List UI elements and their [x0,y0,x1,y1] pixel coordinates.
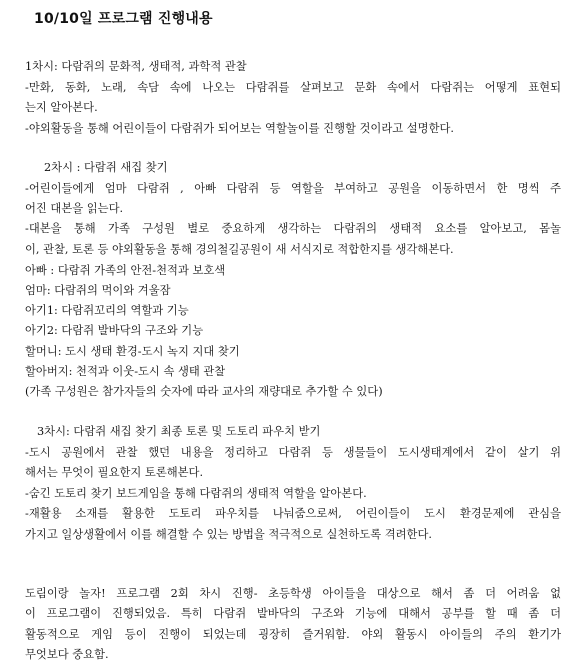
role-line: 아기2: 다람쥐 발바닥의 구조와 기능 [25,324,204,337]
document-title: 10/10일 프로그램 진행내용 [34,11,213,27]
reflection-line: 도림이랑 놀자! 프로그램 2회 차시 진행- 초등학생 아이들을 대상으로 해서 좀 더 어려움 없 [25,587,561,600]
session1-heading: 1차시: 다람쥐의 문화적, 생태적, 과학적 관찰 [25,60,247,73]
reflection-line: 이 프로그램이 진행되었음. 특히 다람쥐 발바닥의 구조와 기능에 대해서 공부를 할 때 좀 더 [25,607,561,620]
session3-line: 해서는 무엇이 필요한지 토론해본다. [25,466,204,479]
session3-line: -재활용 소재를 활용한 도토리 파우치를 나눠줌으로써, 어린이들이 도시 환경문제에 관심을 [25,507,561,520]
session2-line: -대본을 통해 가족 구성원 별로 중요하게 생각하는 다람쥐의 생태적 요소를 알아보고, 몸놀 [25,222,561,235]
session3-line: -도시 공원에서 관찰 했던 내용을 정리하고 다람쥐 등 생물들이 도시생태계에서 같이 살기 위 [25,446,561,459]
reflection-line: 무엇보다 중요함. [25,648,109,661]
session1-line: -야외활동을 통해 어린이들이 다람쥐가 되어보는 역할놀이를 진행할 것이라고 설명한다. [25,122,454,135]
session3-line: -숨긴 도토리 찾기 보드게임을 통해 다람쥐의 생태적 역할을 알아본다. [25,487,367,500]
role-line: 할머니: 도시 생태 환경-도시 녹지 지대 찾기 [25,345,240,358]
session2-note: (가족 구성원은 참가자들의 숫자에 따라 교사의 재량대로 추가할 수 있다) [25,385,383,398]
session3-heading: 3차시: 다람쥐 새집 찾기 최종 토론 및 도토리 파우치 받기 [37,425,321,438]
session2-line: 어진 대본을 읽는다. [25,202,124,215]
session1-line: 는지 알아본다. [25,101,98,114]
session2-line: -어린이들에게 엄마 다람쥐 , 아빠 다람쥐 등 역할을 부여하고 공원을 이동하면서 한 명씩 주 [25,182,561,195]
role-line: 아빠 : 다람쥐 가족의 안전-천적과 보호색 [25,264,226,277]
session2-heading: 2차시 : 다람쥐 새집 찾기 [44,161,168,174]
session1-line: -만화, 동화, 노래, 속담 속에 나오는 다람쥐를 살펴보고 문화 속에서 다람쥐는 어떻게 표현되 [25,81,561,94]
role-line: 엄마: 다람쥐의 먹이와 겨울잠 [25,284,171,297]
session3-line: 가지고 일상생활에서 이를 해결할 수 있는 방법을 적극적으로 실천하도록 격려한다. [25,528,432,541]
reflection-line: 활동적으로 게임 등이 진행이 되었는데 굉장히 즐거워함. 야외 활동시 아이들의 주의 환기가 [25,628,561,641]
session2-line: 이, 관찰, 토론 등 야외활동을 통해 경의철길공원이 새 서식지로 적합한지를 생각해본다. [25,243,454,256]
role-line: 아기1: 다람쥐꼬리의 역할과 기능 [25,304,189,317]
role-line: 할아버지: 천적과 이웃-도시 속 생태 관찰 [25,365,226,378]
